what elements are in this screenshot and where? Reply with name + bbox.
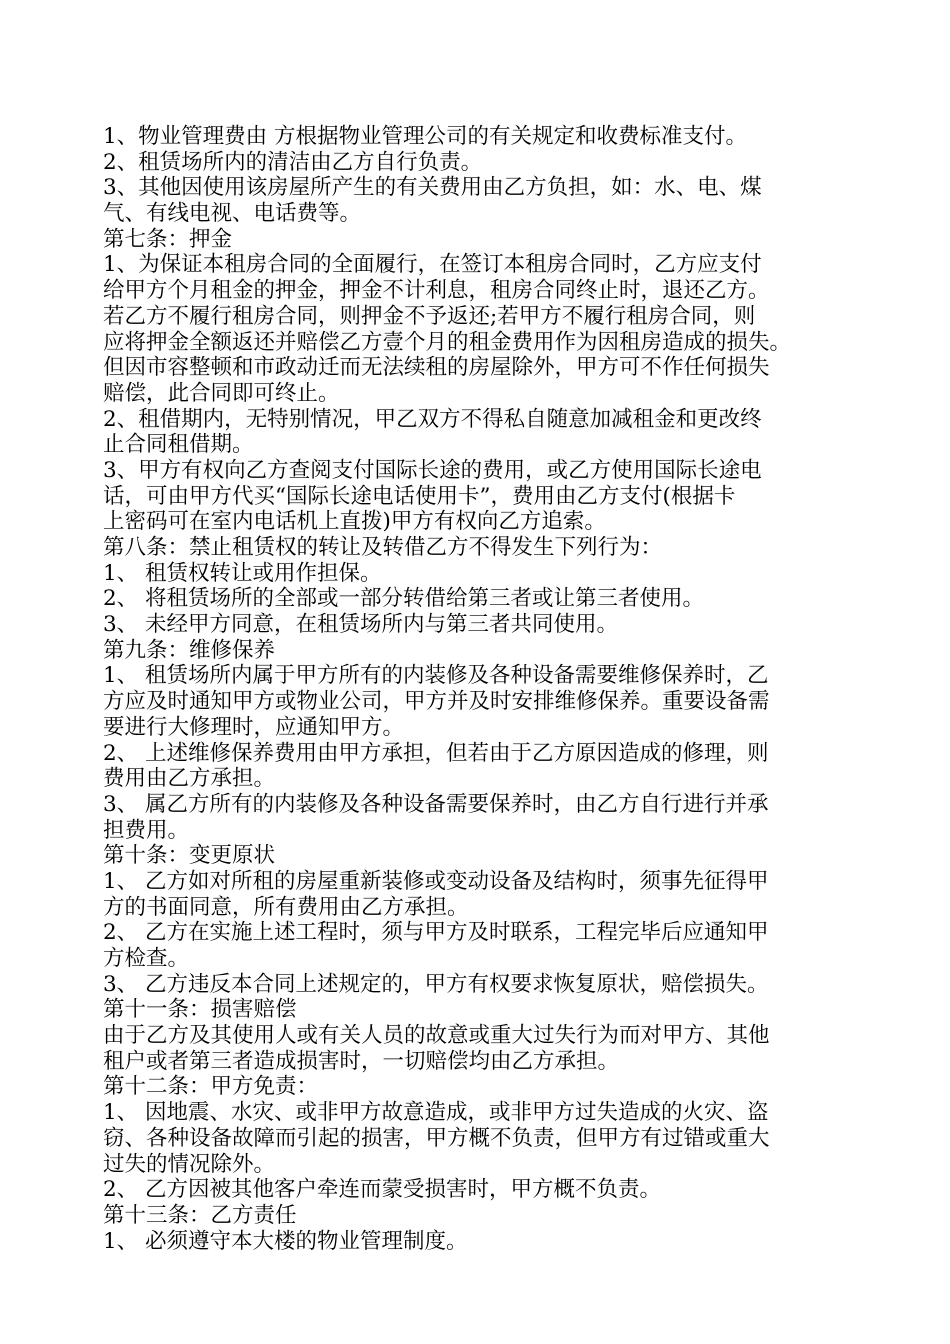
text-line: 3、甲方有权向乙方查阅支付国际长途的费用，或乙方使用国际长途电 bbox=[103, 457, 762, 483]
text-line: 若乙方不履行租房合同，则押金不予返还;若甲方不履行租房合同，则 bbox=[103, 303, 756, 329]
text-line: 1、 因地震、水灾、或非甲方故意造成，或非甲方过失造成的火灾、盗 bbox=[103, 1100, 769, 1126]
section-heading: 第八条：禁止租赁权的转让及转借乙方不得发生下列行为： bbox=[103, 535, 663, 560]
section-heading: 第九条：维修保养 bbox=[103, 637, 276, 663]
text-line: 3、其他因使用该房屋所产生的有关费用由乙方负担，如：水、电、煤 bbox=[103, 175, 762, 201]
text-line: 要进行大修理时，应通知甲方。 bbox=[103, 714, 405, 740]
text-line: 应将押金全额返还并赔偿乙方壹个月的租金费用作为因租房造成的损失。 bbox=[103, 329, 792, 355]
document-body bbox=[103, 124, 873, 1254]
section-heading: 第十一条：损害赔偿 bbox=[103, 997, 297, 1023]
text-line: 2、 上述维修保养费用由甲方承担，但若由于乙方原因造成的修理，则 bbox=[103, 740, 769, 766]
text-line: 方检查。 bbox=[103, 946, 190, 971]
text-line: 气、有线电视、电话费等。 bbox=[103, 201, 362, 227]
section-heading: 第十条：变更原状 bbox=[103, 843, 276, 869]
section-heading: 第十二条：甲方免责： bbox=[103, 1074, 319, 1100]
text-line: 赔偿，此合同即可终止。 bbox=[103, 380, 340, 406]
text-line: 1、物业管理费由 方根据物业管理公司的有关规定和收费标准支付。 bbox=[103, 124, 748, 149]
text-line: 1、 乙方如对所租的房屋重新装修或变动设备及结构时，须事先征得甲 bbox=[103, 868, 769, 894]
text-line: 上密码可在室内电话机上直拨)甲方有权向乙方追索。 bbox=[103, 509, 606, 535]
text-line: 1、 必须遵守本大楼的物业管理制度。 bbox=[103, 1228, 468, 1254]
text-line: 3、 属乙方所有的内装修及各种设备需要保养时，由乙方自行进行并承 bbox=[103, 791, 769, 817]
text-line: 窃、各种设备故障而引起的损害，甲方概不负责，但甲方有过错或重大 bbox=[103, 1125, 770, 1151]
text-line: 2、 乙方在实施上述工程时，须与甲方及时联系，工程完毕后应通知甲 bbox=[103, 920, 769, 946]
text-line: 话，可由甲方代买“国际长途电话使用卡”，费用由乙方支付(根据卡 bbox=[103, 483, 736, 509]
text-line: 1、为保证本租房合同的全面履行，在签订本租房合同时，乙方应支付 bbox=[103, 252, 762, 278]
text-line: 2、租借期内，无特别情况，甲乙双方不得私自随意加减租金和更改终 bbox=[103, 406, 762, 432]
text-line: 租户或者第三者造成损害时，一切赔偿均由乙方承担。 bbox=[103, 1048, 620, 1074]
text-line: 止合同租借期。 bbox=[103, 432, 254, 458]
text-line: 方的书面同意，所有费用由乙方承担。 bbox=[103, 894, 469, 920]
text-line: 2、 将租赁场所的全部或一部分转借给第三者或让第三者使用。 bbox=[103, 586, 705, 612]
text-line: 方应及时通知甲方或物业公司，甲方并及时安排维修保养。重要设备需 bbox=[103, 689, 770, 715]
text-line: 2、 乙方因被其他客户牵连而蒙受损害时，甲方概不负责。 bbox=[103, 1177, 662, 1203]
text-line: 给甲方个月租金的押金，押金不计利息，租房合同终止时，退还乙方。 bbox=[103, 278, 770, 304]
section-heading: 第十三条：乙方责任 bbox=[103, 1202, 297, 1228]
text-line: 担费用。 bbox=[103, 817, 190, 843]
text-line: 2、租赁场所内的清洁由乙方自行负责。 bbox=[103, 149, 483, 175]
text-line: 1、 租赁权转让或用作担保。 bbox=[103, 560, 382, 586]
section-heading: 第七条：押金 bbox=[103, 226, 233, 252]
text-line: 由于乙方及其使用人或有关人员的故意或重大过失行为而对甲方、其他 bbox=[103, 1023, 770, 1049]
text-line: 但因市容整顿和市政动迁而无法续租的房屋除外，甲方可不作任何损失 bbox=[103, 355, 770, 381]
text-line: 1、 租赁场所内属于甲方所有的内装修及各种设备需要维修保养时，乙 bbox=[103, 663, 769, 689]
text-line: 3、 乙方违反本合同上述规定的，甲方有权要求恢复原状，赔偿损失。 bbox=[103, 971, 769, 997]
text-line: 3、 未经甲方同意，在租赁场所内与第三者共同使用。 bbox=[103, 612, 619, 638]
text-line: 过失的情况除外。 bbox=[103, 1151, 276, 1177]
text-line: 费用由乙方承担。 bbox=[103, 766, 276, 792]
